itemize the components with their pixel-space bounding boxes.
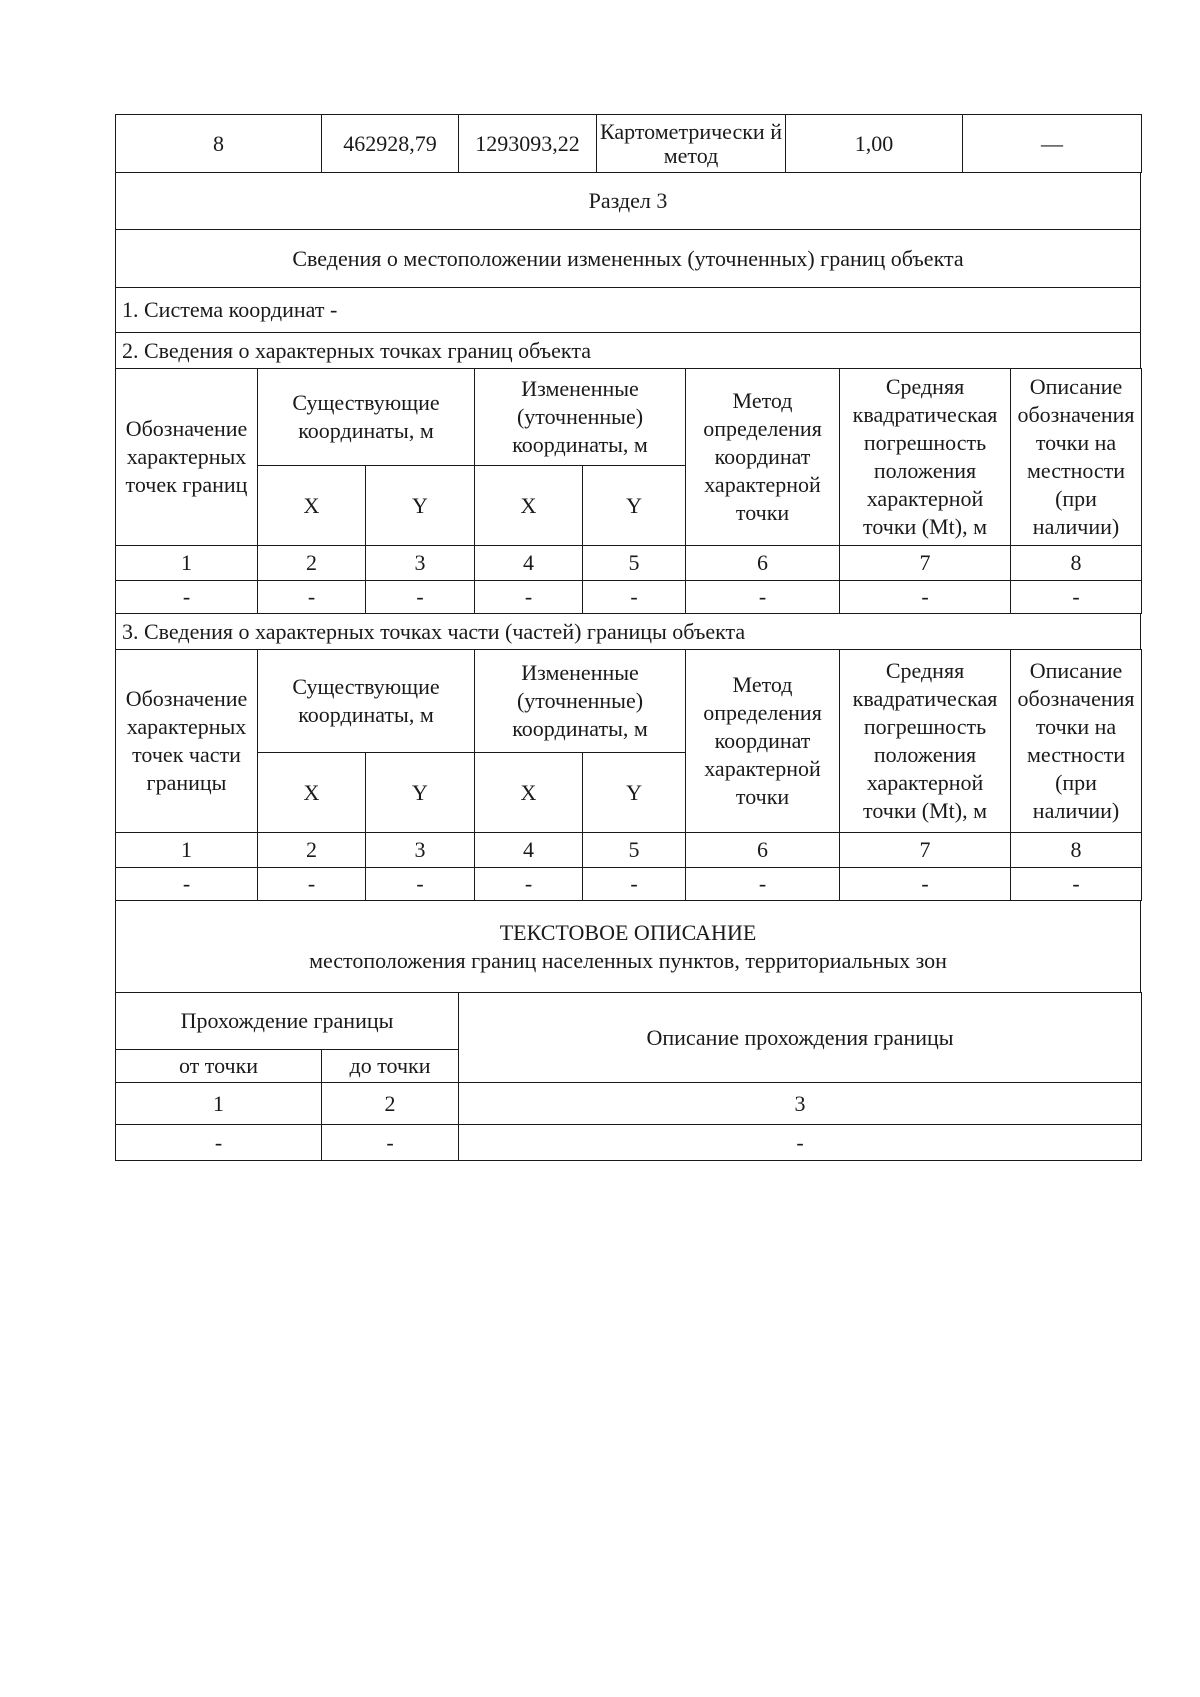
column-number: 2	[322, 1083, 459, 1125]
x-header: X	[258, 466, 366, 546]
points-title-row: 2. Сведения о характерных точках границ объекта	[116, 333, 1141, 369]
section-title: Раздел 3	[116, 173, 1141, 230]
from-point-header: от точки	[116, 1050, 322, 1083]
column-number: 2	[258, 833, 366, 868]
table-cell: -	[258, 581, 366, 614]
table-cell: -	[366, 581, 475, 614]
table-cell: -	[840, 868, 1011, 901]
table-cell: -	[322, 1125, 459, 1161]
x-coordinate-cell: 462928,79	[322, 115, 459, 173]
boundary-passage-table	[115, 992, 1141, 1161]
y-header: Y	[366, 466, 475, 546]
table-cell: -	[840, 581, 1011, 614]
column-number: 1	[116, 833, 258, 868]
point-description-header: Описание обозначения точки на местности (при наличии)	[1011, 369, 1142, 546]
error-header: Средняя квадратическая погрешность положения характерной точки (Mt), м	[840, 650, 1011, 833]
table-cell: -	[258, 868, 366, 901]
table-cell: -	[116, 1125, 322, 1161]
point-description-header: Описание обозначения точки на местности (при наличии)	[1011, 650, 1142, 833]
existing-coords-header: Существующие координаты, м	[258, 650, 475, 753]
description-cell: —	[963, 115, 1142, 173]
x-header: X	[475, 466, 583, 546]
section3-header-block	[115, 172, 1141, 369]
table-cell: -	[1011, 581, 1142, 614]
method-header: Метод определения координат характерной точки	[686, 650, 840, 833]
continuation-row-block	[115, 114, 1141, 173]
table-cell: -	[475, 868, 583, 901]
part-points-title-block	[115, 613, 1141, 650]
column-number: 5	[583, 546, 686, 581]
table-cell: -	[583, 868, 686, 901]
passage-description-header: Описание прохождения границы	[459, 993, 1142, 1083]
y-header: Y	[583, 466, 686, 546]
column-numbers-row	[116, 1083, 1142, 1125]
column-number: 8	[1011, 546, 1142, 581]
method-header: Метод определения координат характерной точки	[686, 369, 840, 546]
text-description-subtitle: местоположения границ населенных пунктов, территориальных зон	[309, 947, 947, 973]
table-row	[116, 1125, 1142, 1161]
table-row	[116, 868, 1142, 901]
text-description-heading	[116, 901, 1141, 993]
error-header: Средняя квадратическая погрешность положения характерной точки (Mt), м	[840, 369, 1011, 546]
table-cell: -	[116, 581, 258, 614]
to-point-header: до точки	[322, 1050, 459, 1083]
y-header: Y	[583, 753, 686, 833]
column-number: 6	[686, 546, 840, 581]
text-description-header-block	[115, 900, 1141, 993]
method-cell: Картометрически й метод	[597, 115, 786, 173]
table-cell: -	[1011, 868, 1142, 901]
column-number: 3	[366, 833, 475, 868]
table-cell: -	[116, 868, 258, 901]
column-number: 3	[366, 546, 475, 581]
text-description-title: ТЕКСТОВОЕ ОПИСАНИЕ	[499, 919, 757, 945]
column-number: 4	[475, 833, 583, 868]
part-points-title-row: 3. Сведения о характерных точках части (частей) границы объекта	[116, 614, 1141, 650]
x-header: X	[258, 753, 366, 833]
table-cell: -	[583, 581, 686, 614]
changed-coords-header: Измененные (уточненные) координаты, м	[475, 650, 686, 753]
point-number-cell: 8	[116, 115, 322, 173]
column-numbers-row	[116, 833, 1142, 868]
boundary-points-table	[115, 368, 1141, 614]
table-row	[116, 581, 1142, 614]
existing-coords-header: Существующие координаты, м	[258, 369, 475, 466]
part-boundary-points-table	[115, 649, 1141, 901]
error-cell: 1,00	[786, 115, 963, 173]
table-row	[116, 115, 1142, 173]
y-coordinate-cell: 1293093,22	[459, 115, 597, 173]
column-number: 7	[840, 833, 1011, 868]
column-number: 4	[475, 546, 583, 581]
table-cell: -	[686, 581, 840, 614]
changed-coords-header: Измененные (уточненные) координаты, м	[475, 369, 686, 466]
column-number: 7	[840, 546, 1011, 581]
table-cell: -	[459, 1125, 1142, 1161]
y-header: Y	[366, 753, 475, 833]
column-number: 2	[258, 546, 366, 581]
column-number: 8	[1011, 833, 1142, 868]
column-number: 6	[686, 833, 840, 868]
column-number: 3	[459, 1083, 1142, 1125]
table-cell: -	[475, 581, 583, 614]
column-number: 1	[116, 1083, 322, 1125]
x-header: X	[475, 753, 583, 833]
column-number: 1	[116, 546, 258, 581]
column-numbers-row	[116, 546, 1142, 581]
passage-header: Прохождение границы	[116, 993, 459, 1050]
table-cell: -	[366, 868, 475, 901]
designation-header: Обозначение характерных точек части границы	[116, 650, 258, 833]
table-cell: -	[686, 868, 840, 901]
section-subtitle: Сведения о местоположении измененных (уточненных) границ объекта	[116, 230, 1141, 288]
designation-header: Обозначение характерных точек границ	[116, 369, 258, 546]
coord-system-row: 1. Система координат -	[116, 288, 1141, 333]
column-number: 5	[583, 833, 686, 868]
